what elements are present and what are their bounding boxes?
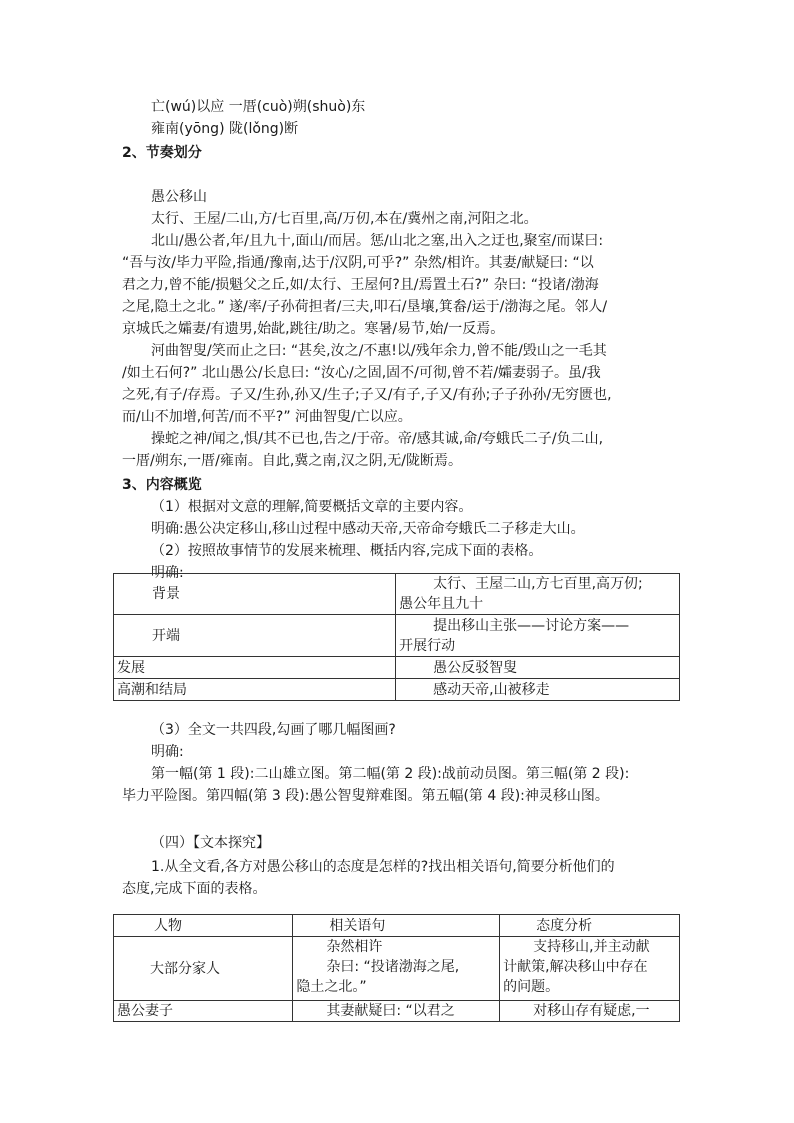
stage-cell: 高潮和结局 <box>114 679 396 701</box>
attitude-cell: 对移山存有疑虑,一 <box>500 1001 680 1022</box>
section-heading: 2、节奏划分 <box>122 145 202 161</box>
answer-1: 明确:愚公决定移山,移山过程中感动天帝,天帝命夸蛾氏二子移走大山。 <box>151 521 585 537</box>
attitude-cell: 支持移山,并主动献 计献策,解决移山中存在 的问题。 <box>500 937 680 1001</box>
quote-cell: 其妻献疑曰: “以君之 <box>293 1001 500 1022</box>
answer-3-line: 毕力平险图。第四幅(第 3 段):愚公智叟辩难图。第五幅(第 4 段):神灵移山图。 <box>122 788 609 804</box>
question-3: （3）全文一共四段,勾画了哪几幅图画? <box>151 722 396 738</box>
question-line: 态度,完成下面的表格。 <box>122 881 267 897</box>
paragraph-line: /如土石何?” 北山愚公/长息曰: “汝心/之固,固不/可彻,曾不若/孀妻弱子。虽/我 <box>122 365 601 381</box>
paragraph-line: “吾与汝/毕力平险,指通/豫南,达于/汉阴,可乎?” 杂然/相许。其妻/献疑曰: “以 <box>122 255 594 271</box>
pinyin-line-2: 雍南(yōng) 陇(lǒng)断 <box>151 121 299 137</box>
header-cell: 相关语句 <box>293 915 500 937</box>
paragraph-line: 而/山不加增,何苦/而不平?” 河曲智叟/亡以应。 <box>122 409 412 425</box>
paragraph-line: 君之力,曾不能/损魁父之丘,如/太行、王屋何?且/焉置土石?” 杂曰: “投诸/渤海 <box>122 277 599 293</box>
answer-3-line: 第一幅(第 1 段):二山雄立图。第二幅(第 2 段):战前动员图。第三幅(第 2 段): <box>151 766 630 782</box>
section-heading: （四）【文本探究】 <box>151 835 270 851</box>
content-cell: 感动天帝,山被移走 <box>396 679 680 701</box>
answer-label: 明确: <box>151 565 184 581</box>
quote-cell: 杂然相许 杂曰: “投诸渤海之尾, 隐土之北。” <box>293 937 500 1001</box>
person-cell: 愚公妻子 <box>114 1001 293 1022</box>
person-cell: 大部分家人 <box>114 937 293 1001</box>
table-row <box>114 679 680 701</box>
paragraph-line: 之尾,隐土之北。” 遂/率/子孙荷担者/三夫,叩石/垦壤,箕畚/运于/渤海之尾。邻人/ <box>122 299 608 315</box>
content-cell: 提出移山主张——讨论方案—— 开展行动 <box>396 615 680 657</box>
header-cell: 态度分析 <box>500 915 680 937</box>
table-row <box>114 657 680 679</box>
attitude-table <box>113 914 680 1022</box>
stage-cell: 背景 <box>114 574 396 615</box>
content-cell: 太行、王屋二山,方七百里,高万仞; 愚公年且九十 <box>396 574 680 615</box>
table-row <box>114 574 680 615</box>
paragraph-line: 京城氏之孀妻/有遗男,始龀,跳往/助之。寒暑/易节,始/一反焉。 <box>122 321 505 337</box>
header-cell: 人物 <box>114 915 293 937</box>
paragraph-line: 北山/愚公者,年/且九十,面山/而居。惩/山北之塞,出入之迂也,聚室/而谋曰: <box>151 233 604 249</box>
stage-cell: 开端 <box>114 615 396 657</box>
pinyin-line-1: 亡(wú)以应 一厝(cuò)朔(shuò)东 <box>151 99 366 115</box>
question-2: （2）按照故事情节的发展来梳理、概括内容,完成下面的表格。 <box>151 543 543 559</box>
table-row <box>114 1001 680 1022</box>
paragraph-line: 河曲智叟/笑而止之曰: “甚矣,汝之/不惠!以/残年余力,曾不能/毁山之一毛其 <box>151 343 607 359</box>
paragraph-line: 太行、王屋/二山,方/七百里,高/万仞,本在/冀州之南,河阳之北。 <box>151 211 538 227</box>
table-row <box>114 615 680 657</box>
stage-cell: 发展 <box>114 657 396 679</box>
content-cell: 愚公反驳智叟 <box>396 657 680 679</box>
table-header-row <box>114 915 680 937</box>
plot-table <box>113 573 680 701</box>
section-heading: 3、内容概览 <box>122 477 202 493</box>
text-title: 愚公移山 <box>151 189 207 205</box>
answer-label: 明确: <box>151 744 184 760</box>
paragraph-line: 一厝/朔东,一厝/雍南。自此,冀之南,汉之阴,无/陇断焉。 <box>122 453 462 469</box>
question-1: （1）根据对文意的理解,简要概括文章的主要内容。 <box>151 499 473 515</box>
paragraph-line: 操蛇之神/闻之,惧/其不已也,告之/于帝。帝/感其诚,命/夸蛾氏二子/负二山, <box>151 431 604 447</box>
table-row <box>114 937 680 1001</box>
question-line: 1.从全文看,各方对愚公移山的态度是怎样的?找出相关语句,简要分析他们的 <box>151 859 615 875</box>
paragraph-line: 之死,有子/存焉。子又/生孙,孙又/生子;子又/有子,子又/有孙;子子孙孙/无穷匮也, <box>122 387 612 403</box>
